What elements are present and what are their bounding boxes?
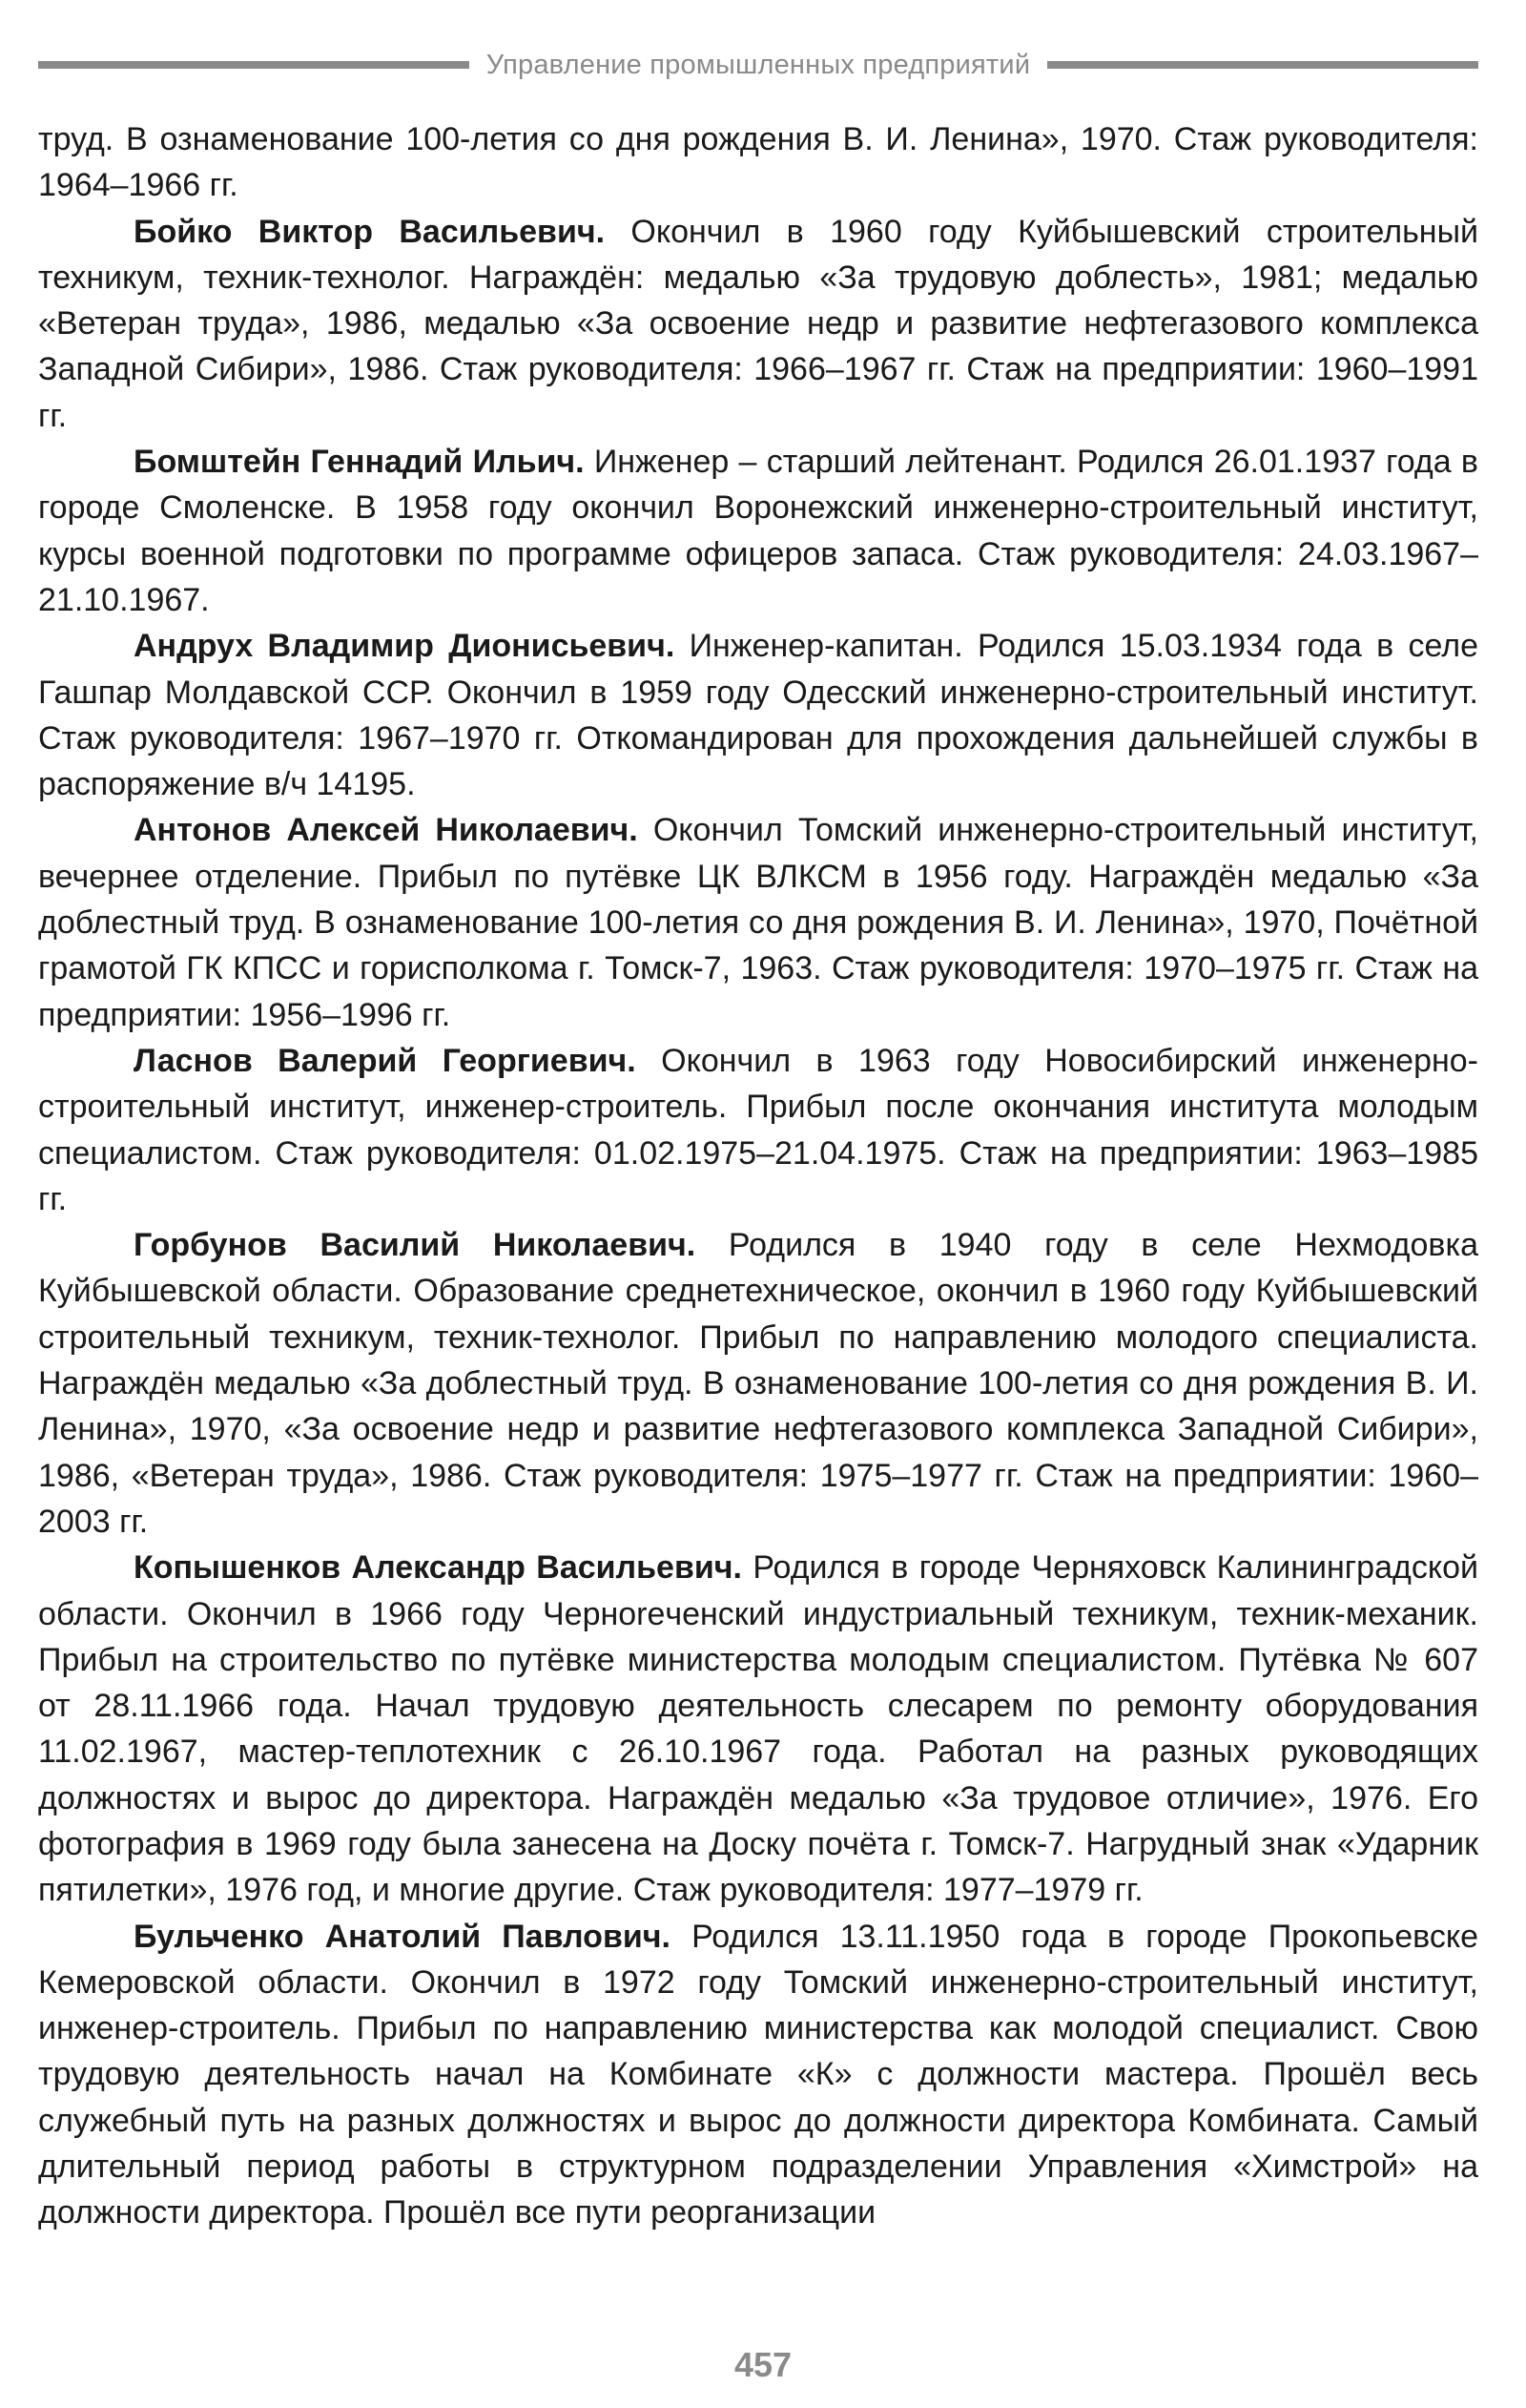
bio-name: Бойко Виктор Васильевич. (134, 213, 606, 250)
bio-name: Антонов Алексей Николаевич. (134, 812, 638, 849)
page-number: 457 (733, 2345, 793, 2384)
bio-entry-andrukh (38, 623, 1478, 807)
bio-text: Родился в 1940 году в селе Нехмодовка Куйбышевской области. Образование среднетехническое, окончил в 1960 году Куйбышевский строительный техникум, техник-технолог. Прибыл по направлению молодого специалиста. Награждён медалью «За доблестный труд. В ознаменование 100-летия со дня рождения В. И. Ленина», 1970, «За освоение недр и развитие нефтегазового комплекса Западной Сибири», 1986, «Ветеран труда», 1986. Стаж руководителя: 1975–1977 гг. Стаж на предприятии: 1960–2003 гг. (38, 1227, 1478, 1540)
header-rule-left (38, 61, 469, 69)
page-body (38, 116, 1478, 2236)
bio-name: Горбунов Василий Николаевич. (134, 1227, 696, 1264)
bio-entry-boyko (38, 209, 1478, 439)
bio-entry-gorbunov (38, 1222, 1478, 1545)
header-rule-right (1047, 61, 1478, 69)
bio-entry-bomshtein (38, 439, 1478, 623)
header-title: Управление промышленных предприятий (485, 49, 1031, 80)
bio-text: Родился 13.11.1950 года в городе Прокопьевске Кемеровской области. Окончил в 1972 году Томский инженерно-строительный институт, инженер-строитель. Прибыл по направлению министерства как молодой специалист. Свою трудовую деятельность начал на Комбинате «К» с должности мастера. Прошёл весь служебный путь на разных должностях и вырос до должности директора Комбината. Самый длительный период работы в структурном подразделении Управления «Химстрой» на должности директора. Прошёл все пути реорганизации (38, 1918, 1479, 2232)
bio-entry-bulchenko (38, 1914, 1478, 2236)
intro-paragraph: труд. В ознаменование 100-летия со дня рождения В. И. Ленина», 1970. Стаж руководителя: 1964–1966 гг. (38, 121, 1478, 204)
bio-name: Копышенков Александр Васильевич. (134, 1549, 742, 1587)
bio-text: Инженер-капитан. Родился 15.03.1934 года в селе Гашпар Молдавской ССР. Окончил в 1959 году Одесский инженерно-строительный институт. Стаж руководителя: 1967–1970 гг. Откомандирован для прохождения дальнейшей службы в распоряжение в/ч 14195. (38, 628, 1478, 803)
bio-entry-kopyshenkov (38, 1545, 1478, 1913)
bio-name: Бульченко Анатолий Павлович. (134, 1918, 670, 1955)
bio-name: Ласнов Валерий Георгиевич. (134, 1042, 636, 1079)
bio-name: Бомштейн Геннадий Ильич. (134, 444, 585, 481)
bio-text: Окончил Томский инженерно-строительный институт, вечернее отделение. Прибыл по путёвке ЦК ВЛКСМ в 1956 году. Награждён медалью «За доблестный труд. В ознаменование 100-летия со дня рождения В. И. Ленина», 1970, Почётной грамотой ГК КПСС и горисполкома г. Томск-7, 1963. Стаж руководителя: 1970–1975 гг. Стаж на предприятии: 1956–1996 гг. (38, 812, 1478, 1033)
bio-entry-antonov (38, 807, 1478, 1037)
bio-text: Инженер – старший лейтенант. Родился 26.01.1937 года в городе Смоленске. В 1958 году окончил Воронежский инженерно-строительный институт, курсы военной подготовки по программе офицеров запаса. Стаж руководителя: 24.03.1967–21.10.1967. (38, 444, 1478, 618)
bio-text: Окончил в 1963 году Новосибирский инженерно-строительный институт, инженер-строитель. Прибыл после окончания института молодым специалистом. Стаж руководителя: 01.02.1975–21.04.1975. Стаж на предприятии: 1963–1985 гг. (38, 1042, 1478, 1217)
bio-entry-lasnov (38, 1038, 1478, 1222)
bio-name: Андрух Владимир Дионисьевич. (134, 628, 675, 665)
running-header (38, 46, 1478, 84)
bio-text: Родился в городе Черняховск Калининградской области. Окончил в 1966 году Черноreченский индустриальный техникум, техник-механик. Прибыл на строительство по путёвке министерства молодым специалистом. Путёвка № 607 от 28.11.1966 года. Начал трудовую деятельность слесарем по ремонту оборудования 11.02.1967, мастер-теплотехник с 26.10.1967 года. Работал на разных руководящих должностях и вырос до директора. Награждён медалью «За трудовое отличие», 1976. Его фотография в 1969 году была занесена на Доску почёта г. Томск-7. Нагрудный знак «Ударник пятилетки», 1976 год, и многие другие. Стаж руководителя: 1977–1979 гг. (38, 1549, 1478, 1909)
bio-text: Окончил в 1960 году Куйбышевский строительный техникум, техник-технолог. Награждён: медалью «За трудовую доблесть», 1981; медалью «Ветеран труда», 1986, медалью «За освоение недр и развитие нефтегазового комплекса Западной Сибири», 1986. Стаж руководителя: 1966–1967 гг. Стаж на предприятии: 1960–1991 гг. (38, 213, 1478, 434)
